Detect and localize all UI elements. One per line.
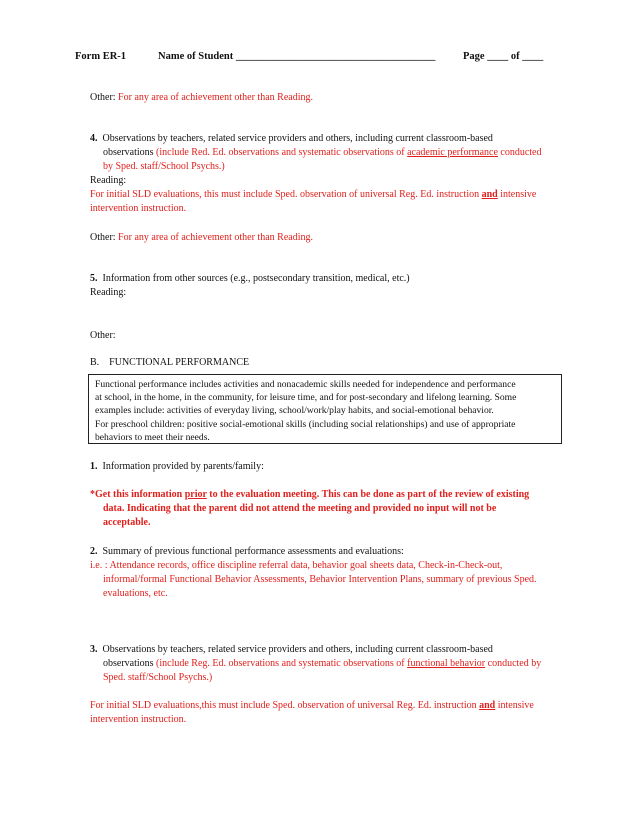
- b1-text: Information provided by parents/family:: [102, 461, 264, 472]
- b2-number: 2.: [90, 546, 98, 557]
- other-achievement-line-1: [90, 91, 580, 105]
- other-achievement-line-2: [90, 231, 580, 245]
- section-5-reading-label: Reading:: [90, 287, 127, 298]
- b3-sld-text-end: intensive: [497, 700, 534, 711]
- student-name-label: [158, 51, 435, 62]
- sld-text-end: intensive: [500, 189, 537, 200]
- section-4-sld-line-1: [90, 188, 580, 202]
- section-4-text: Observations by teachers, related service providers and others, including current classroom-based: [102, 133, 493, 144]
- b1-warning-line-3: acceptable.: [103, 517, 151, 528]
- section-4-sld-line-2: intervention instruction.: [90, 203, 187, 214]
- b2-examples-line-2: informal/formal Functional Behavior Assessments, Behavior Intervention Plans, summary of previous Sped.: [103, 574, 537, 585]
- functional-performance-definition-box: [88, 374, 562, 444]
- page-number-label: [463, 51, 543, 62]
- b3-sld-line-2: intervention instruction.: [90, 714, 187, 725]
- warning-text: *Get this information: [90, 489, 183, 500]
- of-blank: ____: [522, 51, 544, 62]
- section-b-letter: B.: [90, 357, 100, 368]
- b1-warning-line-2: data. Indicating that the parent did not attend the meeting and provided no input will not be: [103, 503, 497, 514]
- b3-note-end: conducted by: [487, 658, 542, 669]
- other-instruction: For any area of achievement other than Reading.: [118, 92, 313, 103]
- b1-line: [90, 460, 580, 474]
- definition-line-4: For preschool children: positive social-emotional skills (including social relationships) and use of appropriate: [95, 418, 516, 430]
- definition-line-5: behaviors to meet their needs.: [95, 431, 210, 443]
- section-4-line-1: [90, 132, 580, 146]
- b3-line-1: [90, 643, 580, 657]
- page-label: Page: [463, 51, 485, 62]
- section-4-line-3: by Sped. staff/School Psychs.): [103, 161, 225, 172]
- page-blank: ____: [487, 51, 509, 62]
- student-label: Name of Student: [158, 51, 234, 62]
- other-label: Other:: [90, 92, 116, 103]
- other-instruction-2: For any area of achievement other than Reading.: [118, 232, 313, 243]
- sld-text: For initial SLD evaluations, this must include Sped. observation of universal Reg. Ed. instruction: [90, 189, 480, 200]
- section-b-heading: [90, 356, 580, 370]
- b1-number: 1.: [90, 461, 98, 472]
- b3-sld-text: For initial SLD evaluations,this must include Sped. observation of universal Reg. Ed. instruction: [90, 700, 477, 711]
- section-4-line-2: [103, 146, 593, 160]
- b3-sld-line-1: [90, 699, 580, 713]
- section-5-other-label: Other:: [90, 330, 116, 341]
- definition-line-1: Functional performance includes activities and nonacademic skills needed for independence and performance: [95, 379, 516, 390]
- b2-examples-line-1: i.e. : Attendance records, office discipline referral data, behavior goal sheets data, Check-in-Check-out,: [90, 560, 503, 571]
- warning-text-end: to the evaluation meeting. This can be done as part of the review of existing: [209, 489, 530, 500]
- prior-emphasis: prior: [184, 489, 207, 500]
- observations-word: observations: [103, 147, 154, 158]
- functional-behavior-link: functional behavior: [407, 658, 486, 669]
- b3-note: (include Reg. Ed. observations and systematic observations of: [156, 658, 405, 669]
- definition-line-2: at school, in the home, in the community, for leisure time, and for post-secondary and lifelong learning. Some: [95, 392, 517, 404]
- b1-warning-line-1: [90, 488, 580, 502]
- student-name-blank: ______________________________________: [235, 51, 436, 62]
- b2-line: [90, 545, 580, 559]
- section-5-number: 5.: [90, 273, 98, 284]
- section-5-line: [90, 272, 580, 286]
- b2-examples-line-3: evaluations, etc.: [103, 588, 168, 599]
- of-label: of: [510, 51, 520, 62]
- b3-line-3: Sped. staff/School Psychs.): [103, 672, 213, 683]
- academic-performance-link: academic performance: [407, 147, 498, 158]
- definition-line-3: examples include: activities of everyday living, school/work/play habits, and social-emotional behavior.: [95, 405, 494, 417]
- b3-number: 3.: [90, 644, 98, 655]
- b3-line-2: [103, 657, 593, 671]
- section-4-note: (include Red. Ed. observations and systematic observations of: [156, 147, 405, 158]
- sld-and-emphasis: and: [481, 189, 498, 200]
- b3-sld-and-emphasis: and: [479, 700, 496, 711]
- section-b-title: FUNCTIONAL PERFORMANCE: [109, 357, 250, 368]
- section-4-reading-label: Reading:: [90, 175, 127, 186]
- b3-text: Observations by teachers, related service providers and others, including current classroom-based: [102, 644, 493, 655]
- b2-text: Summary of previous functional performance assessments and evaluations:: [102, 546, 404, 557]
- section-4-number: 4.: [90, 133, 98, 144]
- form-label: Form ER-1: [75, 51, 127, 62]
- other-label-2: Other:: [90, 232, 116, 243]
- b3-observations-word: observations: [103, 658, 154, 669]
- section-4-note-end: conducted: [500, 147, 542, 158]
- section-5-text: Information from other sources (e.g., postsecondary transition, medical, etc.): [102, 273, 410, 284]
